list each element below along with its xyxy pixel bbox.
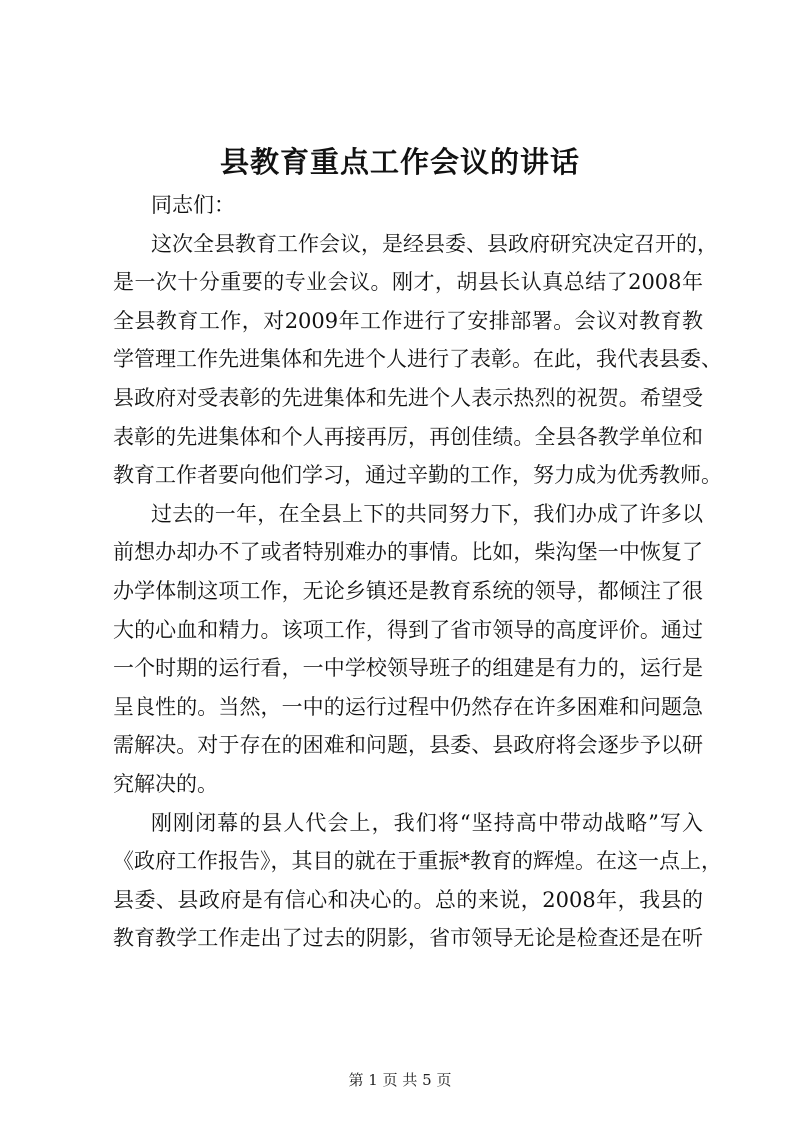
page-footer: 第 1 页 共 5 页	[348, 1071, 452, 1089]
paragraph-line: 表彰的先进集体和个人再接再厉，再创佳绩。全县各教学单位和	[113, 424, 703, 449]
paragraph-line: 《政府工作报告》，其目的就在于重振*教育的辉煌。在这一点上，	[113, 849, 722, 874]
paragraph-line: 学管理工作先进集体和先进个人进行了表彰。在此，我代表县委、	[113, 347, 722, 372]
paragraph-line: 这次全县教育工作会议，是经县委、县政府研究决定召开的，	[151, 231, 718, 256]
paragraph-line: 全县教育工作，对2009年工作进行了安排部署。会议对教育教	[113, 308, 703, 333]
greeting-line: 同志们：	[151, 193, 235, 217]
paragraph-line: 县委、县政府是有信心和决心的。总的来说，2008年，我县的	[113, 887, 703, 912]
paragraph-line: 是一次十分重要的专业会议。刚才，胡县长认真总结了2008年	[113, 270, 703, 295]
paragraph-line: 呈良性的。当然，一中的运行过程中仍然存在许多困难和问题急	[113, 694, 703, 719]
paragraph-line: 大的心血和精力。该项工作，得到了省市领导的高度评价。通过	[113, 617, 703, 642]
paragraph-line: 前想办却办不了或者特别难办的事情。比如，柴沟堡一中恢复了	[113, 540, 703, 565]
paragraph-line: 过去的一年，在全县上下的共同努力下，我们办成了许多以	[151, 501, 703, 526]
paragraph-line: 教育工作者要向他们学习，通过辛勤的工作，努力成为优秀教师。	[113, 463, 722, 488]
paragraph-line: 教育教学工作走出了过去的阴影，省市领导无论是检查还是在听	[113, 926, 703, 951]
paragraph-line: 究解决的。	[113, 771, 218, 796]
paragraph-line: 一个时期的运行看，一中学校领导班子的组建是有力的，运行是	[113, 656, 703, 681]
document-body	[113, 186, 722, 958]
paragraph-line: 县政府对受表彰的先进集体和先进个人表示热烈的祝贺。希望受	[113, 385, 703, 410]
paragraph-line: 办学体制这项工作，无论乡镇还是教育系统的领导，都倾注了很	[113, 578, 703, 603]
paragraph-line: 需解决。对于存在的困难和问题，县委、县政府将会逐步予以研	[113, 733, 703, 758]
document-title: 县教育重点工作会议的讲话	[219, 145, 580, 179]
paragraph-line: 刚刚闭幕的县人代会上，我们将“坚持高中带动战略”写入	[151, 810, 703, 835]
